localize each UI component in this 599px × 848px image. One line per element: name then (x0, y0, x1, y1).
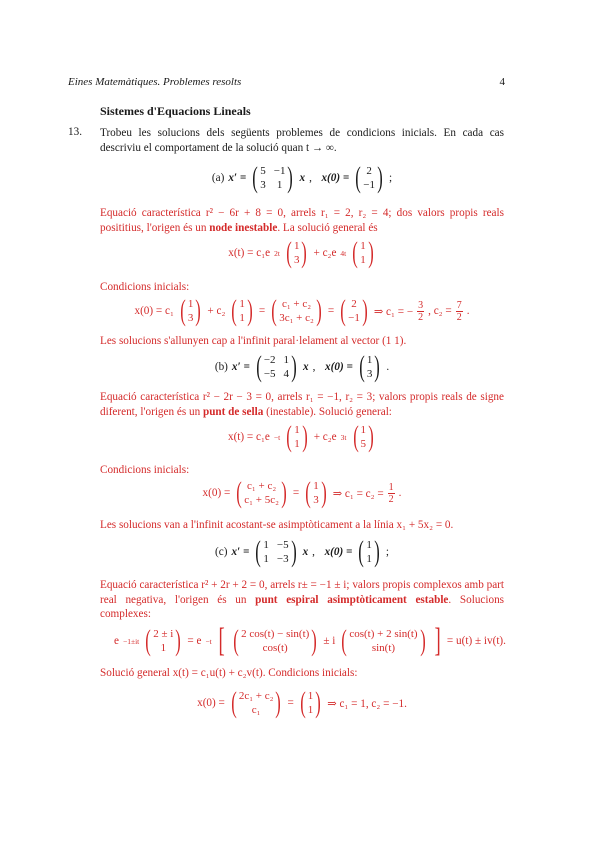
initial-conditions-a: x(0) = c₁ ( 1 3 ) + c₂ ( 1 1 ) = ( c₁ + c₂ 3c₁ + c₂ ) = ( 2 −1 ) ⇒ c₁ = − $\frac{3}{2}$ , c₂ = $\frac{7}{2}$ . (134, 294, 470, 327)
x0-lhs-a: x(0) = (321, 172, 350, 184)
running-header (68, 76, 505, 88)
system-a: (a) x′ = ( 5 −1 3 1 ) x , x(0) = ( 2 −1 ) ; (211, 161, 393, 194)
section-title: Sistemes d'Equacions Lineals (100, 104, 251, 118)
text-b-characteristic: Equació característica r² − 2r − 3 = 0, arrels r₁ = −1, r₂ = 3; valors propis reals de signe diferent, l'origen és un punt de sella (inestable). Solució general: (100, 391, 504, 418)
bold-node-inestable: node inestable (209, 221, 278, 234)
problem-number: 13. (68, 126, 82, 138)
page-number: 4 (499, 76, 505, 88)
initial-conditions-b: x(0) = ( c₁ + c₂ c₁ + 5c₂ ) = ( 1 3 ) ⇒ c₁ = c₂ = $\frac{1}{2}$ . (202, 476, 402, 509)
conclusion-a: Les solucions s'allunyen cap a l'infinit paral·lelament al vector (1 1). (100, 335, 407, 347)
general-solution-b: x(t) = c₁e −t ( 1 1 ) + c₂e 3t ( 1 5 ) (227, 420, 374, 453)
bold-punt-espiral: punt espiral asimptòticament estable (255, 593, 449, 606)
system-b: (b) x′ = ( −2 1 −5 4 ) x , x(0) = ( 1 3 ) . (214, 350, 390, 383)
lhs-a: x′ = (228, 172, 247, 184)
matrix-a: ( 5 −1 3 1 ) (252, 161, 294, 194)
ci-label-a: Condicions inicials: (100, 281, 190, 293)
general-solution-a: x(t) = c₁e 2t ( 1 3 ) + c₂e 4t ( 1 1 ) (228, 236, 374, 269)
complex-solution-c: e −1±it ( 2 ± i 1 ) = e −t [ ( 2 cos(t) − sin(t) cos(t) ) ± i ( cos(t) + 2 sin(t) sin(t) ) ] = u(t) ± iv(t). (114, 622, 506, 659)
text-a-characteristic: Equació característica r² − 6r + 8 = 0, arrels r₁ = 2, r₂ = 4; dos valors propis reals posititius, l'origen és un node inestable. La solució general és (100, 207, 504, 234)
conclusion-b: Les solucions van a l'infinit acostant-se asimptòticament a la línia x₁ + 5x₂ = 0. (100, 519, 454, 531)
header-title: Eines Matemàtiques. Problemes resolts (68, 76, 242, 88)
text-c-characteristic: Equació característica r² + 2r + 2 = 0, arrels r± = −1 ± i; valors propis complexos amb part real negativa, l'origen és un punt espiral asimptòticament estable. Solucions complexes: (100, 579, 505, 620)
bold-punt-de-sella: punt de sella (202, 405, 264, 418)
gen-text-c: Solució general x(t) = c₁u(t) + c₂v(t). Condicions inicials: (100, 667, 358, 679)
system-c: (c) x′ = ( 1 −5 1 −3 ) x , x(0) = ( 1 1 ) ; (215, 535, 389, 568)
problem-statement: Trobeu les solucions dels següents problemes de condicions inicials. En cada cas descriviu el comportament de la solució quan t → ∞. (100, 127, 504, 154)
initial-conditions-c: x(0) = ( 2c₁ + c₂ c₁ ) = ( 1 1 ) ⇒ c₁ = 1, c₂ = −1. (197, 686, 407, 719)
label-a: (a) (211, 172, 225, 184)
ci-label-b: Condicions inicials: (100, 464, 190, 476)
x0-vector-a: ( 2 −1 ) (355, 161, 383, 194)
